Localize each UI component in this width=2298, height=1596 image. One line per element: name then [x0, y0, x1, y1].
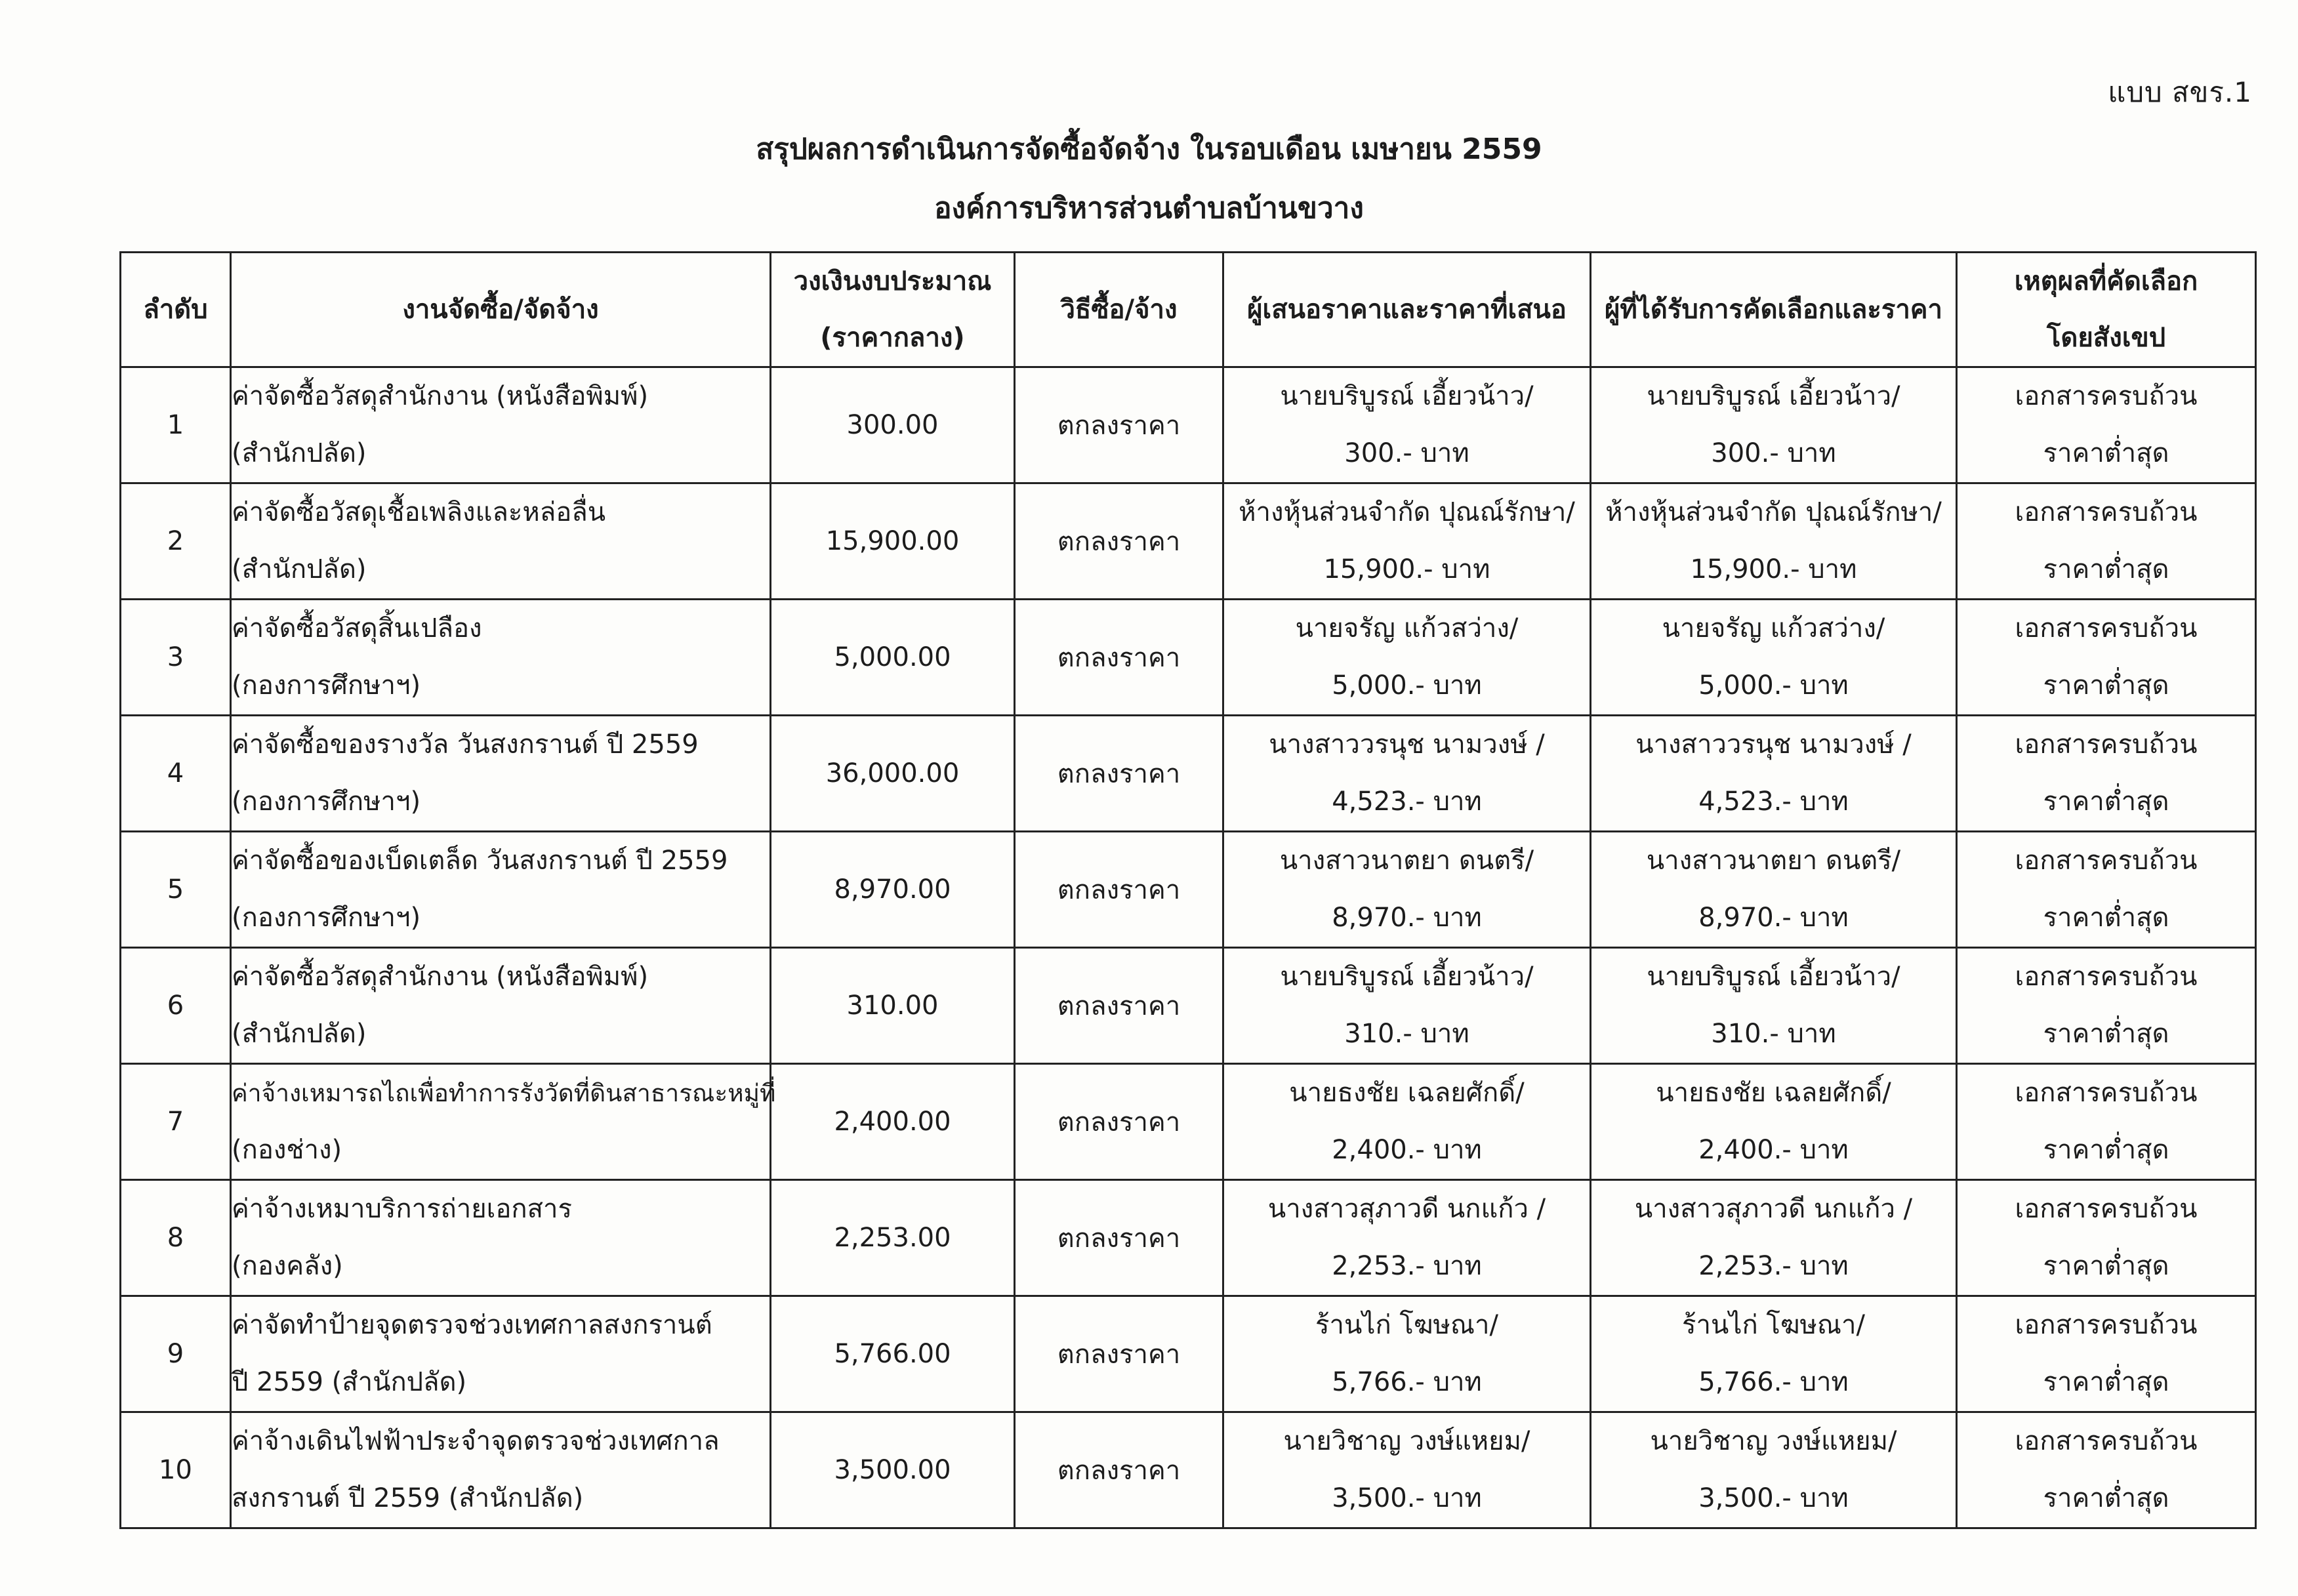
- row-selected: [1591, 1180, 1957, 1296]
- row-selected-price: 2,400.- บาท: [1698, 1135, 1849, 1165]
- row-reason: [1957, 1412, 2256, 1528]
- row-method: ตกลงราคา: [1015, 367, 1223, 483]
- row-reason: [1957, 832, 2256, 948]
- procurement-summary-table: [119, 251, 2257, 1529]
- row-selected-name: นางสาวนาตยา ดนตรี/: [1646, 846, 1901, 876]
- document-title: สรุปผลการดำเนินการจัดซื้อจัดจ้าง ในรอบเดือน เมษายน 2559: [756, 133, 1542, 166]
- row-selected: [1591, 600, 1957, 716]
- header-bidders: ผู้เสนอราคาและราคาที่เสนอ: [1223, 253, 1591, 367]
- row-no: 7: [121, 1064, 231, 1180]
- row-reason-line1: เอกสารครบถ้วน: [2015, 497, 2198, 527]
- row-no: 8: [121, 1180, 231, 1296]
- row-reason: [1957, 367, 2256, 483]
- row-budget: 3,500.00: [771, 1412, 1015, 1528]
- row-reason-line2: ราคาต่ำสุด: [2043, 1251, 2169, 1281]
- row-bidder-name: นายธงชัย เฉลยศักดิ์/: [1289, 1078, 1525, 1108]
- row-item: [231, 600, 771, 716]
- row-no: 2: [121, 483, 231, 600]
- header-reason: [1957, 253, 2256, 367]
- row-method: ตกลงราคา: [1015, 1412, 1223, 1528]
- row-selected: [1591, 832, 1957, 948]
- row-bidder: [1223, 1064, 1591, 1180]
- form-code: แบบ สขร.1: [2108, 76, 2252, 108]
- row-reason: [1957, 1064, 2256, 1180]
- row-selected-price: 5,000.- บาท: [1698, 670, 1849, 701]
- row-item-line2: (กองช่าง): [232, 1135, 342, 1165]
- row-selected-price: 15,900.- บาท: [1690, 554, 1857, 584]
- row-bidder: [1223, 716, 1591, 832]
- row-item-line2: (กองคลัง): [232, 1251, 343, 1281]
- row-budget: 2,253.00: [771, 1180, 1015, 1296]
- row-reason-line1: เอกสารครบถ้วน: [2015, 1078, 2198, 1108]
- row-selected-price: 300.- บาท: [1711, 438, 1836, 468]
- row-selected-name: นายวิชาญ วงษ์แหยม/: [1650, 1426, 1897, 1456]
- row-reason-line1: เอกสารครบถ้วน: [2015, 1310, 2198, 1340]
- row-item: [231, 948, 771, 1064]
- row-selected: [1591, 1296, 1957, 1412]
- table-row: [121, 832, 2256, 948]
- row-bidder-name: นางสาวสุภาวดี นกแก้ว /: [1267, 1194, 1546, 1224]
- row-reason: [1957, 1180, 2256, 1296]
- row-reason-line2: ราคาต่ำสุด: [2043, 1135, 2169, 1165]
- row-selected: [1591, 948, 1957, 1064]
- row-method: ตกลงราคา: [1015, 600, 1223, 716]
- row-bidder-name: นายบริบูรณ์ เอี้ยวน้าว/: [1280, 381, 1534, 411]
- row-method: ตกลงราคา: [1015, 1180, 1223, 1296]
- table-row: [121, 600, 2256, 716]
- row-item: [231, 367, 771, 483]
- header-budget-line1: วงเงินงบประมาณ: [793, 266, 992, 297]
- row-reason: [1957, 1296, 2256, 1412]
- row-method: ตกลงราคา: [1015, 1064, 1223, 1180]
- row-reason-line1: เอกสารครบถ้วน: [2015, 846, 2198, 876]
- row-selected: [1591, 1064, 1957, 1180]
- row-reason-line1: เอกสารครบถ้วน: [2015, 613, 2198, 644]
- table-row: [121, 1296, 2256, 1412]
- table-row: [121, 1412, 2256, 1528]
- row-item-line1: ค่าจัดซื้อวัสดุสิ้นเปลือง: [232, 613, 482, 644]
- row-method: ตกลงราคา: [1015, 832, 1223, 948]
- row-method: ตกลงราคา: [1015, 483, 1223, 600]
- table-row: [121, 1180, 2256, 1296]
- row-no: 3: [121, 600, 231, 716]
- row-bidder: [1223, 832, 1591, 948]
- header-budget: [771, 253, 1015, 367]
- row-budget: 36,000.00: [771, 716, 1015, 832]
- row-bidder: [1223, 600, 1591, 716]
- row-reason-line2: ราคาต่ำสุด: [2043, 1367, 2169, 1397]
- row-item: [231, 1412, 771, 1528]
- row-reason-line1: เอกสารครบถ้วน: [2015, 1426, 2198, 1456]
- row-budget: 5,766.00: [771, 1296, 1015, 1412]
- row-selected-price: 4,523.- บาท: [1698, 787, 1849, 817]
- row-item: [231, 1064, 776, 1180]
- row-bidder: [1223, 367, 1591, 483]
- row-method: ตกลงราคา: [1015, 948, 1223, 1064]
- row-bidder-price: 5,000.- บาท: [1332, 670, 1482, 701]
- row-reason-line2: ราคาต่ำสุด: [2043, 438, 2169, 468]
- row-item-line2: (กองการศึกษาฯ): [232, 670, 421, 701]
- row-bidder-name: นายบริบูรณ์ เอี้ยวน้าว/: [1280, 962, 1534, 992]
- row-bidder-price: 3,500.- บาท: [1332, 1483, 1482, 1513]
- row-bidder-name: ร้านไก่ โฆษณา/: [1315, 1310, 1498, 1340]
- row-selected-price: 310.- บาท: [1711, 1019, 1836, 1049]
- row-item-line1: ค่าจัดซื้อของรางวัล วันสงกรานต์ ปี 2559: [232, 729, 699, 760]
- row-bidder: [1223, 948, 1591, 1064]
- row-reason-line2: ราคาต่ำสุด: [2043, 903, 2169, 933]
- row-selected: [1591, 1412, 1957, 1528]
- header-reason-line2: โดยสังเขป: [2046, 323, 2166, 353]
- row-no: 4: [121, 716, 231, 832]
- row-reason-line2: ราคาต่ำสุด: [2043, 670, 2169, 701]
- row-selected-name: นายธงชัย เฉลยศักดิ์/: [1656, 1078, 1891, 1108]
- row-selected-name: นายบริบูรณ์ เอี้ยวน้าว/: [1647, 381, 1900, 411]
- header-reason-line1: เหตุผลที่คัดเลือก: [2014, 266, 2198, 297]
- row-budget: 8,970.00: [771, 832, 1015, 948]
- row-method: ตกลงราคา: [1015, 716, 1223, 832]
- row-item: [231, 832, 771, 948]
- row-selected: [1591, 367, 1957, 483]
- header-no: ลำดับ: [121, 253, 231, 367]
- row-item-line1: ค่าจัดซื้อวัสดุสำนักงาน (หนังสือพิมพ์): [232, 381, 649, 411]
- table-row: [121, 483, 2256, 600]
- row-no: 9: [121, 1296, 231, 1412]
- table-header-row: [121, 253, 2256, 367]
- row-bidder-price: 15,900.- บาท: [1323, 554, 1490, 584]
- table-row: [121, 367, 2256, 483]
- row-item: [231, 1180, 771, 1296]
- row-no: 5: [121, 832, 231, 948]
- row-bidder-price: 2,253.- บาท: [1332, 1251, 1482, 1281]
- row-item-line2: (สำนักปลัด): [232, 554, 367, 584]
- row-method: ตกลงราคา: [1015, 1296, 1223, 1412]
- row-bidder-name: ห้างหุ้นส่วนจำกัด ปุณณ์รักษา/: [1239, 497, 1575, 527]
- row-item-line2: (กองการศึกษาฯ): [232, 787, 421, 817]
- row-selected-name: นางสาวสุภาวดี นกแก้ว /: [1634, 1194, 1913, 1224]
- row-bidder-name: นายจรัญ แก้วสว่าง/: [1295, 613, 1519, 644]
- row-bidder-price: 8,970.- บาท: [1332, 903, 1482, 933]
- row-selected-price: 5,766.- บาท: [1698, 1367, 1849, 1397]
- row-item-line1: ค่าจัดซื้อวัสดุเชื้อเพลิงและหล่อลื่น: [232, 497, 606, 527]
- row-item: [231, 1296, 771, 1412]
- table-row: [121, 948, 2256, 1064]
- row-no: 10: [121, 1412, 231, 1528]
- header-selected: ผู้ที่ได้รับการคัดเลือกและราคา: [1591, 253, 1957, 367]
- row-reason-line2: ราคาต่ำสุด: [2043, 787, 2169, 817]
- row-reason: [1957, 483, 2256, 600]
- row-item-line1: ค่าจัดซื้อวัสดุสำนักงาน (หนังสือพิมพ์): [232, 962, 649, 992]
- row-reason-line1: เอกสารครบถ้วน: [2015, 1194, 2198, 1224]
- row-bidder: [1223, 483, 1591, 600]
- row-reason-line2: ราคาต่ำสุด: [2043, 1019, 2169, 1049]
- row-bidder-price: 4,523.- บาท: [1332, 787, 1482, 817]
- row-selected-price: 8,970.- บาท: [1698, 903, 1849, 933]
- row-reason-line1: เอกสารครบถ้วน: [2015, 729, 2198, 760]
- row-item-line1: ค่าจัดทำป้ายจุดตรวจช่วงเทศกาลสงกรานต์: [232, 1310, 712, 1340]
- row-item-line1: ค่าจ้างเหมาบริการถ่ายเอกสาร: [232, 1194, 572, 1224]
- row-reason-line2: ราคาต่ำสุด: [2043, 1483, 2169, 1513]
- row-selected-name: ร้านไก่ โฆษณา/: [1682, 1310, 1865, 1340]
- row-selected-name: นายจรัญ แก้วสว่าง/: [1662, 613, 1885, 644]
- row-budget: 2,400.00: [771, 1064, 1015, 1180]
- row-item-line1: ค่าจ้างเหมารถไถเพื่อทำการรังวัดที่ดินสาธารณะหมู่ที่: [232, 1079, 776, 1107]
- row-budget: 300.00: [771, 367, 1015, 483]
- row-selected-name: นางสาววรนุช นามวงษ์ /: [1635, 729, 1912, 760]
- row-no: 6: [121, 948, 231, 1064]
- row-bidder: [1223, 1180, 1591, 1296]
- row-selected: [1591, 716, 1957, 832]
- row-no: 1: [121, 367, 231, 483]
- row-bidder-name: นางสาวนาตยา ดนตรี/: [1279, 846, 1534, 876]
- row-reason-line1: เอกสารครบถ้วน: [2015, 962, 2198, 992]
- row-item: [231, 716, 771, 832]
- row-bidder-price: 310.- บาท: [1344, 1019, 1469, 1049]
- row-bidder-name: นางสาววรนุช นามวงษ์ /: [1269, 729, 1545, 760]
- row-bidder-name: นายวิชาญ วงษ์แหยม/: [1283, 1426, 1530, 1456]
- header-item: งานจัดซื้อ/จัดจ้าง: [231, 253, 771, 367]
- row-item-line2: (กองการศึกษาฯ): [232, 903, 421, 933]
- table-row: [121, 1064, 2256, 1180]
- row-item-line2: (สำนักปลัด): [232, 438, 367, 468]
- row-budget: 310.00: [771, 948, 1015, 1064]
- row-bidder: [1223, 1296, 1591, 1412]
- row-selected: [1591, 483, 1957, 600]
- row-item-line1: ค่าจ้างเดินไฟฟ้าประจำจุดตรวจช่วงเทศกาล: [232, 1426, 720, 1456]
- header-method: วิธีซื้อ/จ้าง: [1015, 253, 1223, 367]
- row-selected-price: 2,253.- บาท: [1698, 1251, 1849, 1281]
- row-bidder-price: 300.- บาท: [1344, 438, 1469, 468]
- organization-name: องค์การบริหารส่วนตำบลบ้านขวาง: [934, 192, 1364, 225]
- row-bidder-price: 2,400.- บาท: [1332, 1135, 1482, 1165]
- row-bidder: [1223, 1412, 1591, 1528]
- table-row: [121, 716, 2256, 832]
- row-item-line2: (สำนักปลัด): [232, 1019, 367, 1049]
- row-item-line1: ค่าจัดซื้อของเบ็ดเตล็ด วันสงกรานต์ ปี 2559: [232, 846, 728, 876]
- row-reason: [1957, 948, 2256, 1064]
- row-reason-line1: เอกสารครบถ้วน: [2015, 381, 2198, 411]
- row-item-line2: สงกรานต์ ปี 2559 (สำนักปลัด): [232, 1483, 584, 1513]
- row-budget: 5,000.00: [771, 600, 1015, 716]
- row-selected-name: นายบริบูรณ์ เอี้ยวน้าว/: [1647, 962, 1900, 992]
- row-item-line2: ปี 2559 (สำนักปลัด): [232, 1367, 467, 1397]
- row-selected-price: 3,500.- บาท: [1698, 1483, 1849, 1513]
- row-reason: [1957, 600, 2256, 716]
- row-reason: [1957, 716, 2256, 832]
- row-selected-name: ห้างหุ้นส่วนจำกัด ปุณณ์รักษา/: [1605, 497, 1942, 527]
- row-budget: 15,900.00: [771, 483, 1015, 600]
- row-bidder-price: 5,766.- บาท: [1332, 1367, 1482, 1397]
- row-reason-line2: ราคาต่ำสุด: [2043, 554, 2169, 584]
- row-item: [231, 483, 771, 600]
- header-budget-line2: (ราคากลาง): [820, 323, 965, 353]
